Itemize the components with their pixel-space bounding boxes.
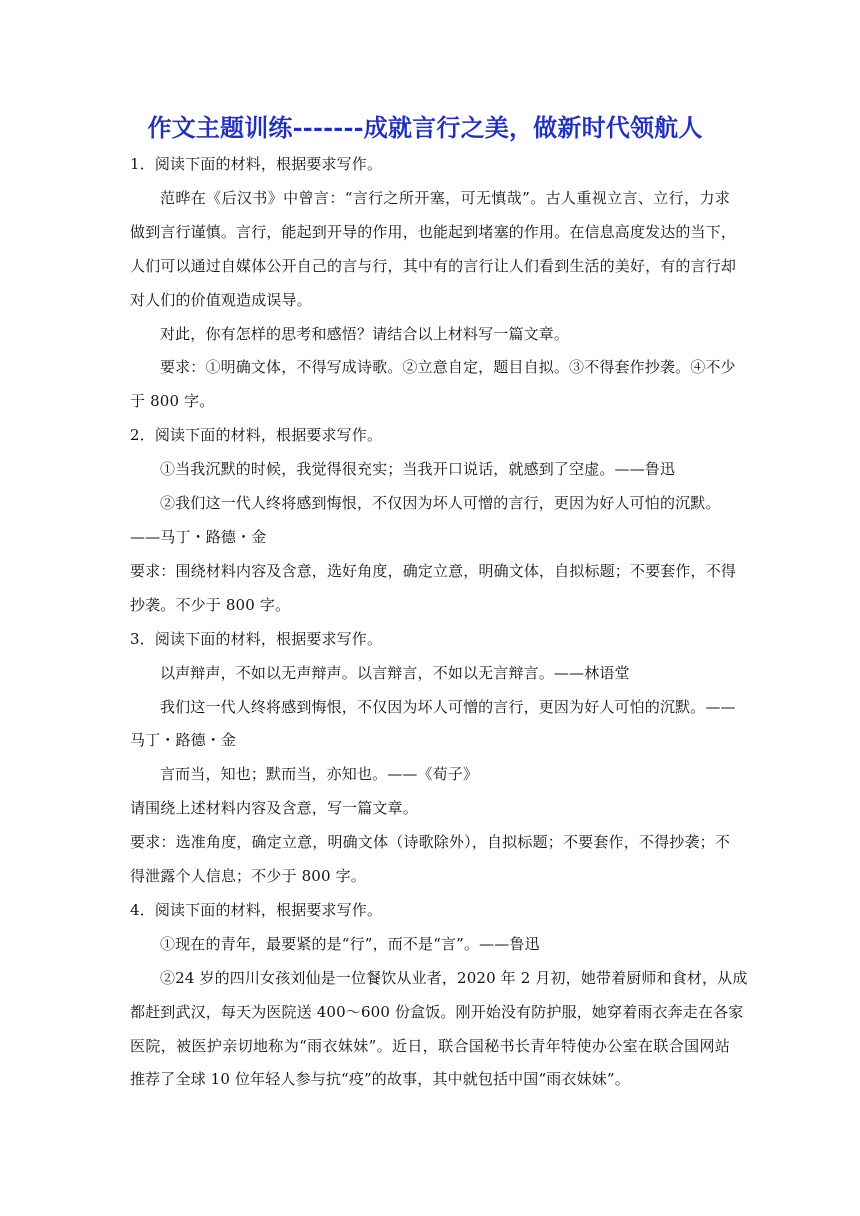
requirements-line: 要求：选准角度，确定立意，明确文体（诗歌除外），自拟标题；不要套作，不得抄袭；不	[130, 833, 730, 852]
quote-attribution: 马丁・路德・金	[130, 731, 237, 750]
paragraph-line: 医院，被医护亲切地称为“雨衣妹妹”。近日，联合国秘书长青年特使办公室在联合国网站	[130, 1036, 730, 1055]
requirements-line: 得泄露个人信息；不少于 800 字。	[130, 867, 366, 886]
question-2-heading: 2．阅读下面的材料，根据要求写作。	[130, 426, 383, 445]
quote-line: 言而当，知也；默而当，亦知也。——《荀子》	[160, 765, 479, 784]
quote-line: ①当我沉默的时候，我觉得很充实；当我开口说话，就感到了空虚。——鲁迅	[160, 460, 676, 479]
quote-line: 以声辩声，不如以无声辩声。以言辩言，不如以无言辩言。——林语堂	[160, 663, 630, 682]
page-title: 作文主题训练-------成就言行之美，做新时代领航人	[147, 113, 703, 142]
paragraph-line: 对人们的价值观造成误导。	[130, 290, 312, 309]
requirements-line: 于 800 字。	[130, 392, 215, 411]
quote-attribution: ——马丁・路德・金	[130, 527, 267, 546]
paragraph-line: 对此，你有怎样的思考和感悟？请结合以上材料写一篇文章。	[160, 324, 570, 343]
requirements-line: 要求：围绕材料内容及含意，选好角度，确定立意，明确文体，自拟标题；不要套作，不得	[130, 561, 737, 580]
quote-line: ①现在的青年，最要紧的是“行”，而不是“言”。——鲁迅	[160, 934, 540, 953]
requirements-line: 要求：①明确文体，不得写成诗歌。②立意自定，题目自拟。③不得套作抄袭。④不少	[160, 358, 736, 377]
quote-line: 我们这一代人终将感到悔恨，不仅因为坏人可憎的言行，更因为好人可怕的沉默。——	[160, 697, 736, 716]
paragraph-line: 推荐了全球 10 位年轻人参与抗“疫”的故事，其中就包括中国“雨衣妹妹”。	[130, 1070, 630, 1089]
paragraph-line: 范晔在《后汉书》中曾言：“言行之所开塞，可无慎哉”。古人重视立言、立行，力求	[160, 188, 730, 207]
question-4-heading: 4．阅读下面的材料，根据要求写作。	[130, 900, 383, 919]
paragraph-line: 做到言行谨慎。言行，能起到开导的作用，也能起到堵塞的作用。在信息高度发达的当下，	[130, 222, 737, 241]
question-1-heading: 1．阅读下面的材料，根据要求写作。	[130, 155, 383, 173]
paragraph-line: 都赶到武汉，每天为医院送 400～600 份盒饭。刚开始没有防护服，她穿着雨衣奔走在各家	[130, 1002, 744, 1021]
quote-line: ②我们这一代人终将感到悔恨，不仅因为坏人可憎的言行，更因为好人可怕的沉默。	[160, 494, 721, 513]
paragraph-line: ②24 岁的四川女孩刘仙是一位餐饮从业者，2020 年 2 月初，她带着厨师和食材，从成	[160, 968, 748, 987]
instruction-line: 请围绕上述材料内容及含意，写一篇文章。	[130, 799, 418, 818]
question-3-heading: 3．阅读下面的材料，根据要求写作。	[130, 629, 383, 648]
paragraph-line: 人们可以通过自媒体公开自己的言与行，其中有的言行让人们看到生活的美好，有的言行却	[130, 256, 737, 275]
requirements-line: 抄袭。不少于 800 字。	[130, 595, 291, 614]
